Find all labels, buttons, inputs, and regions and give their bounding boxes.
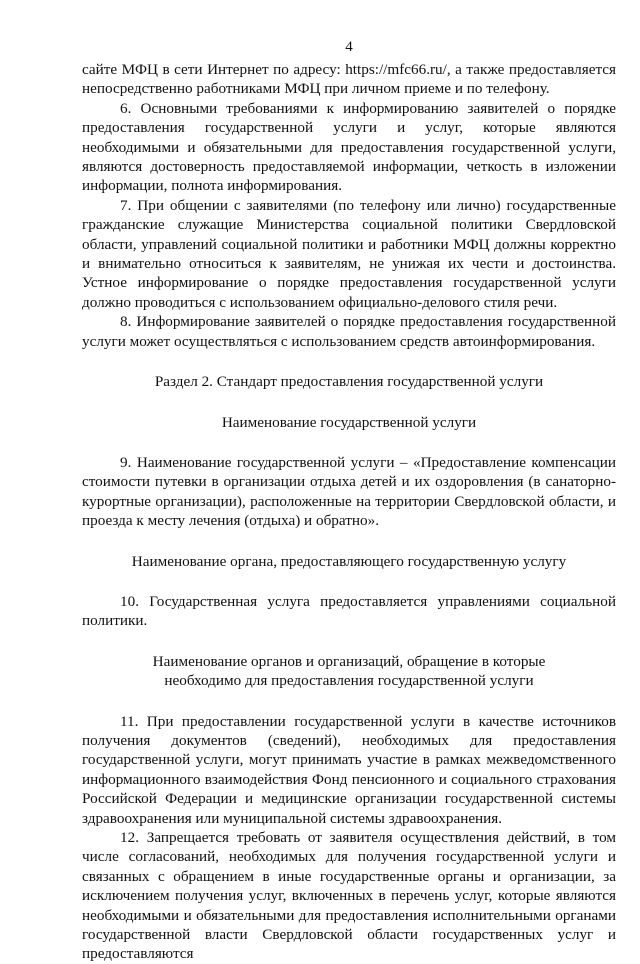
- paragraph-6: 6. Основными требованиями к информированию заявителей о порядке предоставления государственной услуги и услуг, которые являются необходимыми и обязательными для предоставления государственной услуги, являются достоверность предоставляемой информации, четкость в изложении информации, полнота информирования.: [82, 99, 616, 195]
- subheading-service-name: Наименование государственной услуги: [221, 413, 477, 431]
- subheading-authority-name: Наименование органа, предоставляющего государственную услугу: [131, 552, 567, 570]
- document-body: [82, 60, 616, 964]
- paragraph-continuation: сайте МФЦ в сети Интернет по адресу: https://mfc66.ru/, а также предоставляется непосредственно работниками МФЦ при личном приеме и по телефону.: [82, 61, 616, 98]
- subheading-organizations: Наименование органов и организаций, обращение в которые необходимо для предоставления государственной услуги: [152, 652, 546, 690]
- page-number: 4: [345, 39, 353, 55]
- paragraph-7: 7. При общении с заявителями (по телефону или лично) государственные гражданские служащие Министерства социальной политики Свердловской области, управлений социальной политики и работники МФЦ должны корректно и внимательно относиться к заявителям, не унижая их чести и достоинства. Устное информирование о порядке предоставления государственной услуги должно проводиться с использованием официально-делового стиля речи.: [82, 196, 616, 311]
- paragraph-9: 9. Наименование государственной услуги – «Предоставление компенсации стоимости путевки в организации отдыха детей и их оздоровления (в санаторно-курортные организации), расположенные на территории Свердловской области, и проезда к месту лечения (отдыха) и обратно».: [82, 453, 616, 530]
- section-heading: Раздел 2. Стандарт предоставления государственной услуги: [154, 373, 544, 391]
- paragraph-11: 11. При предоставлении государственной услуги в качестве источников получения документов (сведений), необходимых для предоставления государственной услуги, могут принимать участие в рамках межведомственного информационного взаимодействия Фонд пенсионного и социального страхования Российской Федерации и медицинские организации государственной системы здравоохранения или муниципальной системы здравоохранения.: [82, 712, 616, 827]
- paragraph-8: 8. Информирование заявителей о порядке предоставления государственной услуги может осуществляться с использованием средств автоинформирования.: [82, 313, 616, 350]
- paragraph-10: 10. Государственная услуга предоставляется управлениями социальной политики.: [82, 592, 616, 630]
- paragraph-12: 12. Запрещается требовать от заявителя осуществления действий, в том числе согласований, необходимых для получения государственной услуги и связанных с обращением в иные государственные органы и организации, за исключением получения услуг, включенных в перечень услуг, которые являются необходимыми и обязательными для предоставления исполнительными органами государственной власти Свердловской области государственных услуг и предоставляются: [82, 829, 616, 963]
